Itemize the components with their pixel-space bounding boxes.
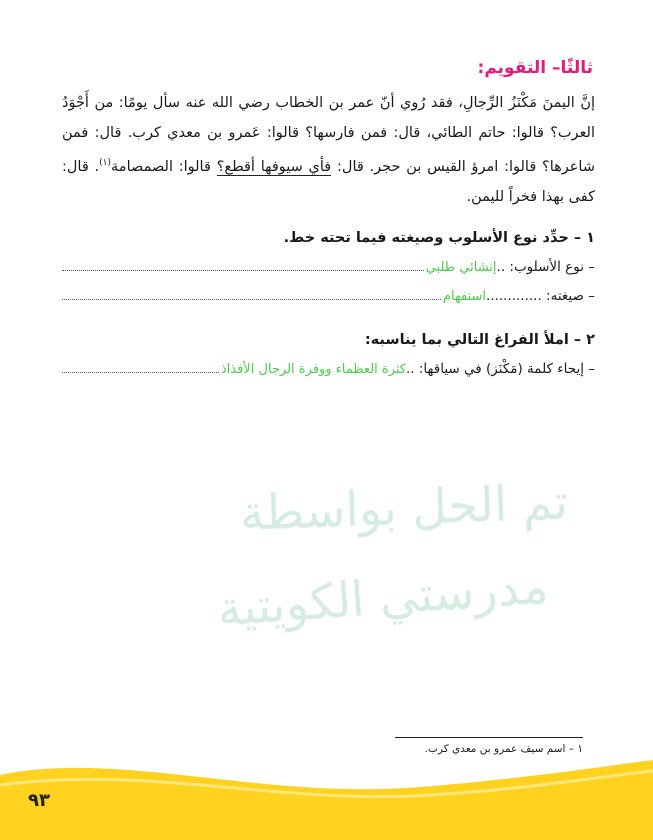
- passage-text: . قال: كفى بهذا فخراً لليمن.: [62, 158, 595, 205]
- watermark-line2: مدرستي الكويتية: [215, 558, 550, 638]
- answer-line-style-type: [62, 256, 595, 279]
- question-1: ١ – حدِّد نوع الأسلوب وصيغته فيما تحته خط.: [283, 229, 595, 246]
- answer-label: – صيغته: .............: [485, 287, 595, 304]
- dotted-line: [62, 298, 441, 300]
- page-content: [62, 56, 595, 381]
- yellow-wave-decoration: [0, 745, 653, 840]
- section-title: ثالثًا– التقويم:: [477, 58, 593, 78]
- dotted-line: [62, 269, 424, 271]
- answer-value[interactable]: كثرة العظماء ووفرة الرجال الأفذاذ: [220, 361, 406, 377]
- passage: [62, 88, 595, 212]
- passage-text: قالوا: الصمصامة: [111, 158, 217, 175]
- answer-line-form: [62, 285, 595, 308]
- underlined-phrase: فأي سيوفها أقطع؟: [216, 158, 332, 175]
- footnote-divider: [395, 737, 583, 738]
- answer-value[interactable]: إنشائي طلبي: [425, 259, 497, 275]
- answer-label: – نوع الأسلوب: ..: [496, 258, 595, 275]
- page-number: ٩٣: [28, 790, 50, 811]
- passage-text: إنَّ اليمنَ مَكْنَزُ الرِّجالِ، فقد رُوي أنّ عمر بن الخطاب رضي الله عنه سأل يومًا: من أَجْوَدُ العرب؟ قالوا: حاتم الطائي، قال: فمن فارسها؟ قالوا: عَمرو بن معدي كرب. قال: فمن شاعرها؟ قالوا: امرؤ القيس بن حجر. قال:: [62, 95, 596, 175]
- question-2: ٢ – املأ الفراغ التالي بما يناسبه:: [364, 331, 595, 348]
- watermark-line1: تم الحل بواسطة: [239, 474, 569, 542]
- footnote-ref: (١): [99, 158, 112, 168]
- footnote: ١ – اسم سيف عمرو بن معدي كرب.: [424, 743, 583, 755]
- dotted-line: [62, 371, 219, 373]
- answer-line-connotation: [62, 358, 595, 381]
- answer-value[interactable]: استفهام: [442, 288, 486, 304]
- answer-label: – إيحاء كلمة (مَكْنَز) في سياقها: ..: [406, 360, 595, 377]
